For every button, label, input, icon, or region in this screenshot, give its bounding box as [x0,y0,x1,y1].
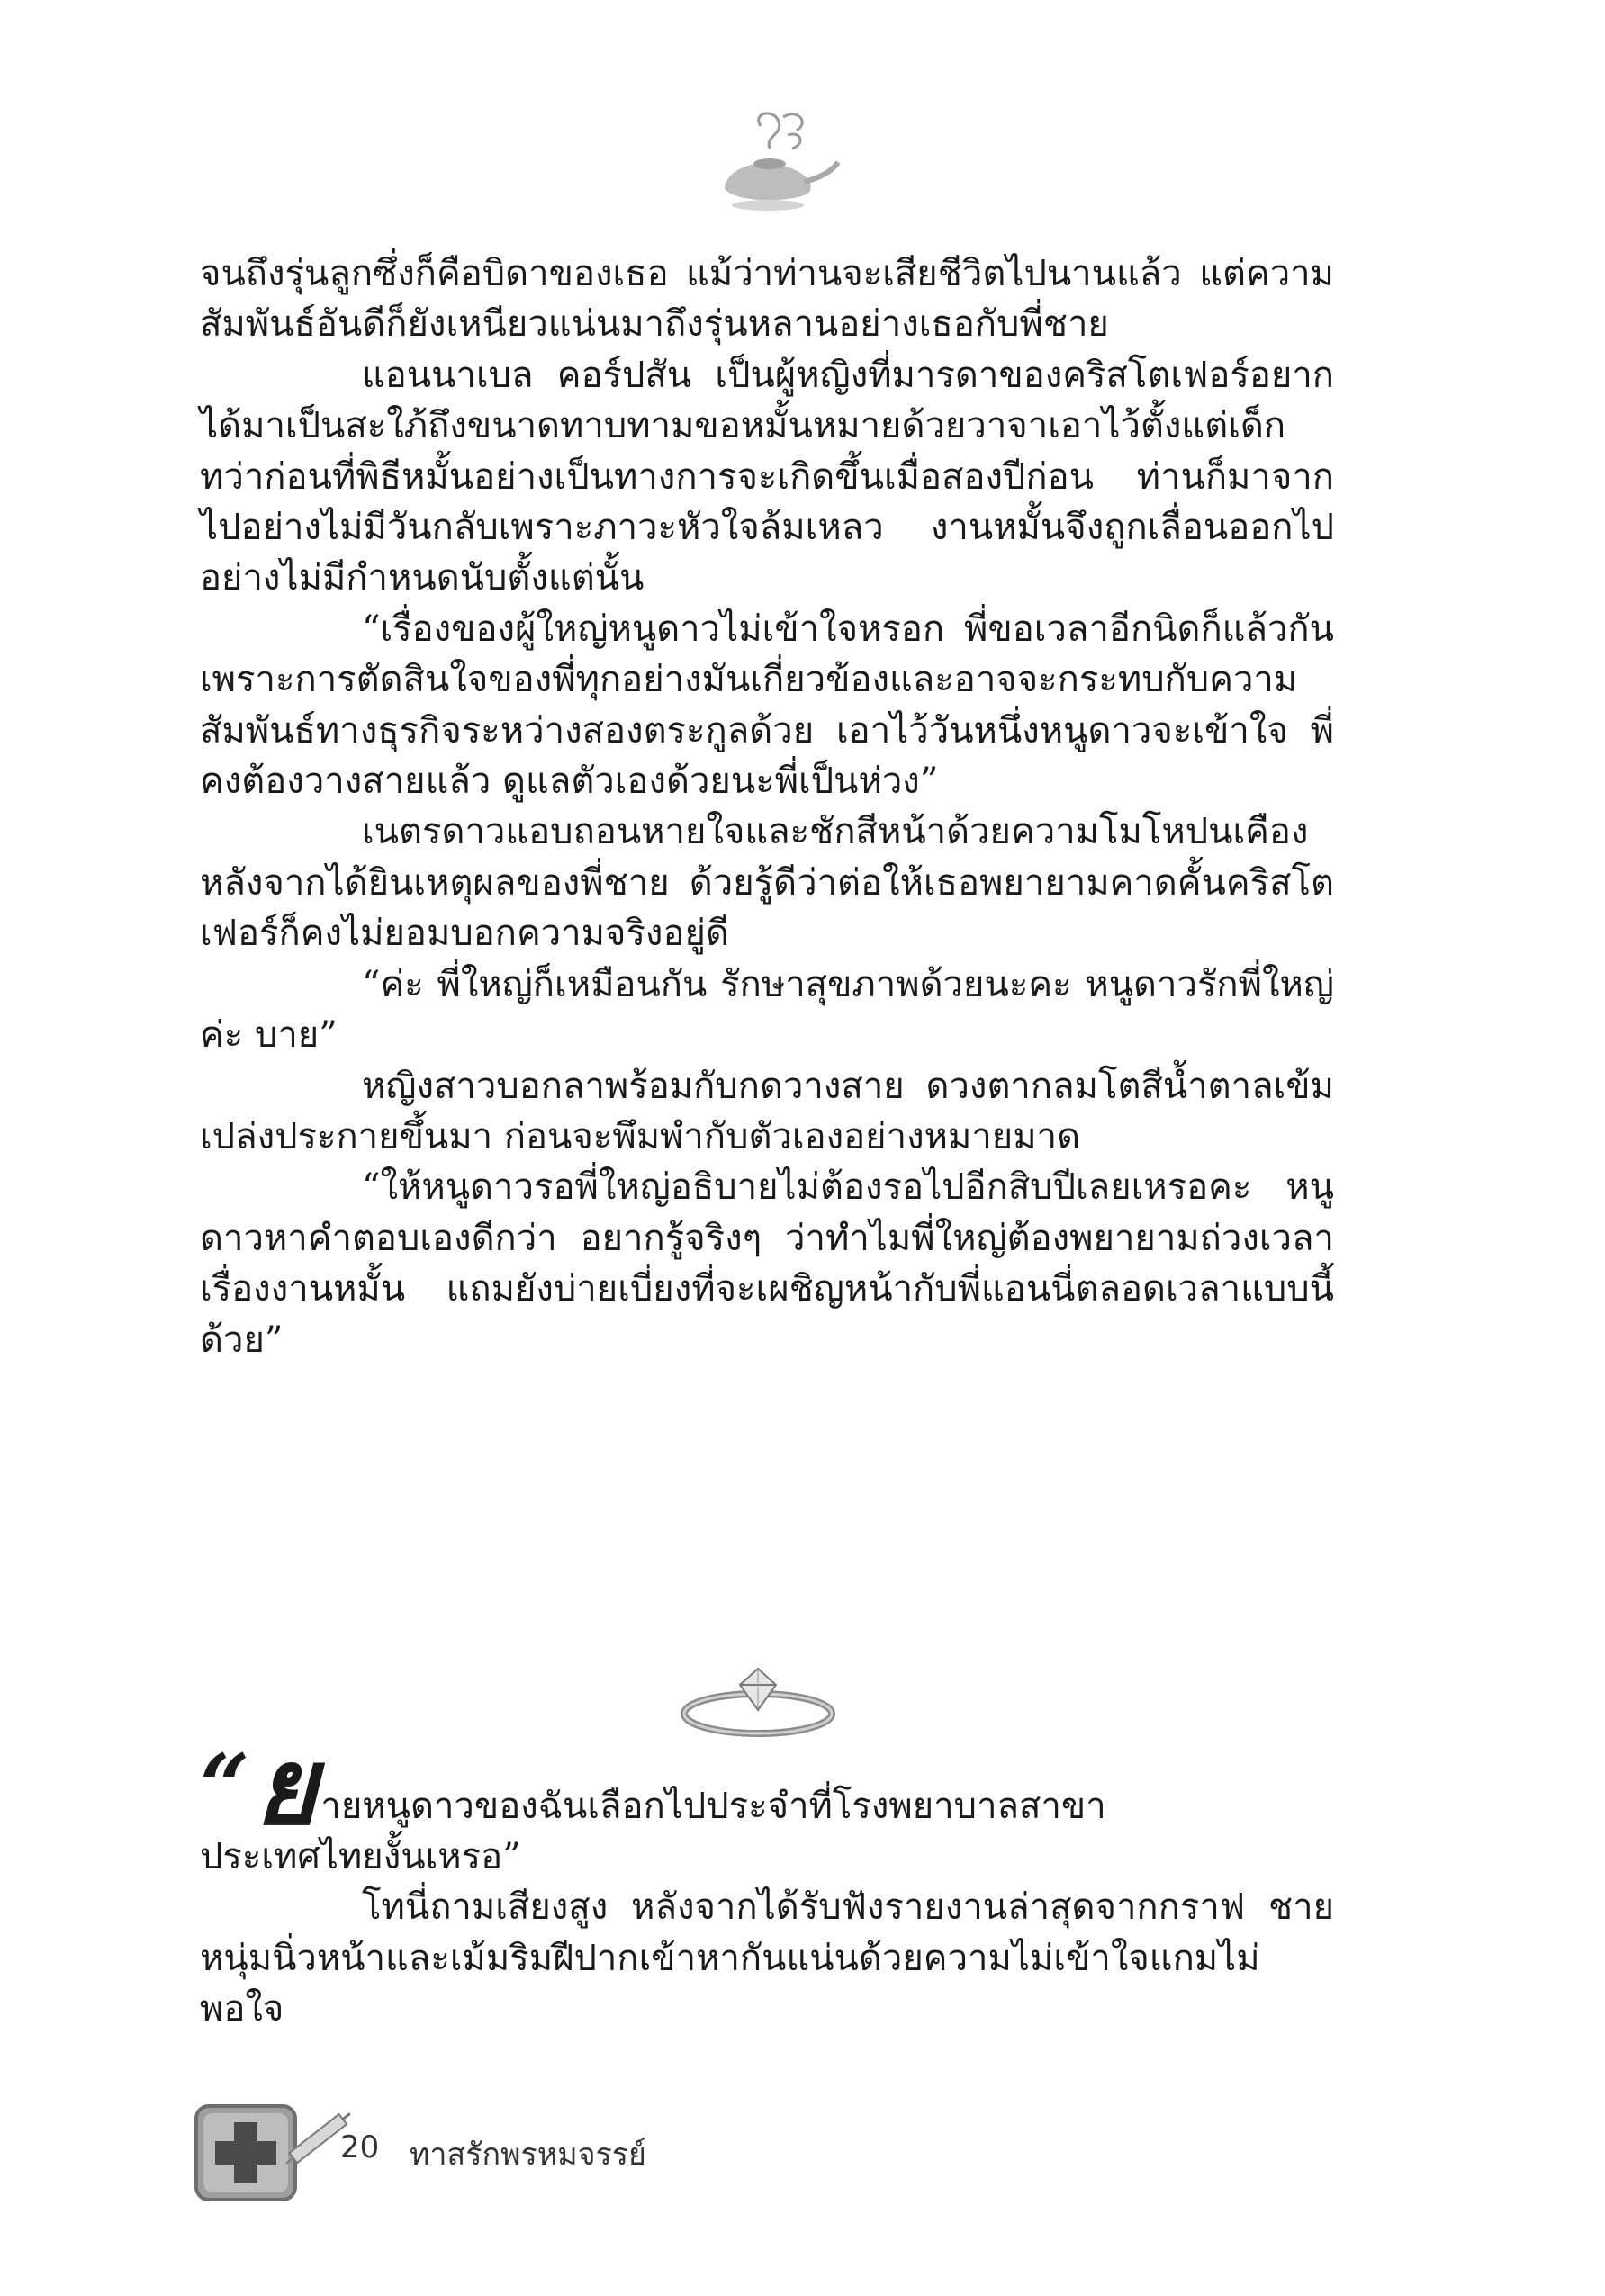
drop-cap: “ย [200,1724,318,1849]
page-number: 20 [340,2129,380,2165]
paragraph-9: โทนี่ถามเสียงสูง หลังจากได้รับฟังรายงานล่าสุดจากกราฟ ชายหนุ่มนิ่วหน้าและเม้มริมฝีปากเข้าหากันแน่นด้วยความไม่เข้าใจแกมไม่พอใจ [200,1886,1334,2030]
paragraph-1: จนถึงรุ่นลูกซึ่งก็คือบิดาของเธอ แม้ว่าท่านจะเสียชีวิตไปนานแล้ว แต่ความสัมพันธ์อันดีก็ยังเหนียวแน่นมาถึงรุ่นหลานอย่างเธอกับพี่ชาย [200,253,1334,346]
teapot-lamp-icon [698,108,842,216]
diamond-ring-icon [675,1658,842,1748]
paragraph-3: “เรื่องของผู้ใหญ่หนูดาวไม่เข้าใจหรอก พี่ขอเวลาอีกนิดก็แล้วกัน เพราะการตัดสินใจของพี่ทุกอย่างมันเกี่ยวข้องและอาจจะกระทบกับความสัมพันธ์ทางธุรกิจระหว่างสองตระกูลด้วย เอาไว้วันหนึ่งหนูดาวจะเข้าใจ พี่คงต้องวางสายแล้ว ดูแลตัวเองด้วยนะพี่เป็นห่วง” [200,608,1334,803]
section-2 [200,1724,1334,2035]
medical-cross-syringe-icon [189,2088,360,2205]
paragraph-8: ประเทศไทยงั้นเหรอ” [200,1836,521,1877]
paragraph-5: “ค่ะ พี่ใหญ่ก็เหมือนกัน รักษาสุขภาพด้วยนะคะ หนูดาวรักพี่ใหญ่ค่ะ บาย” [200,963,1334,1057]
paragraph-4: เนตรดาวแอบถอนหายใจและชักสีหน้าด้วยความโมโหปนเคือง หลังจากได้ยินเหตุผลของพี่ชาย ด้วยรู้ดีว่าต่อให้เธอพยายามคาดคั้นคริสโตเฟอร์ก็คงไม่ยอมบอกความจริงอยู่ดี [200,811,1334,955]
paragraph-7: “ให้หนูดาวรอพี่ใหญ่อธิบายไม่ต้องรอไปอีกสิบปีเลยเหรอคะ หนูดาวหาคำตอบเองดีกว่า อยากรู้จริงๆ ว่าทำไมพี่ใหญ่ต้องพยายามถ่วงเวลาเรื่องงานหมั้น แถมยังบ่ายเบี่ยงที่จะเผชิญหน้ากับพี่แอนนี่ตลอดเวลาแบบนี้ด้วย” [200,1166,1334,1361]
book-title: ทาสรักพรหมจรรย์ [410,2137,646,2173]
paragraph-6: หญิงสาวบอกลาพร้อมกับกดวางสาย ดวงตากลมโตสีน้ำตาลเข้มเปล่งประกายขึ้นมา ก่อนจะพึมพำกับตัวเองอย่างหมายมาด [200,1065,1334,1157]
page-footer [189,2061,729,2205]
body-text [200,248,1334,1365]
paragraph-2: แอนนาเบล คอร์ปสัน เป็นผู้หญิงที่มารดาของคริสโตเฟอร์อยากได้มาเป็นสะใภ้ถึงขนาดทาบทามขอหมั้นหมายด้วยวาจาเอาไว้ตั้งแต่เด็ก ทว่าก่อนที่พิธีหมั้นอย่างเป็นทางการจะเกิดขึ้นเมื่อสองปีก่อน ท่านก็มาจากไปอย่างไม่มีวันกลับเพราะภาวะหัวใจล้มเหลว งานหมั้นจึงถูกเลื่อนออกไปอย่างไม่มีกำหนดนับตั้งแต่นั้น [200,354,1334,599]
first-line: ายหนูดาวของฉันเลือกไปประจำที่โรงพยาบาลสาขา [320,1785,1106,1827]
